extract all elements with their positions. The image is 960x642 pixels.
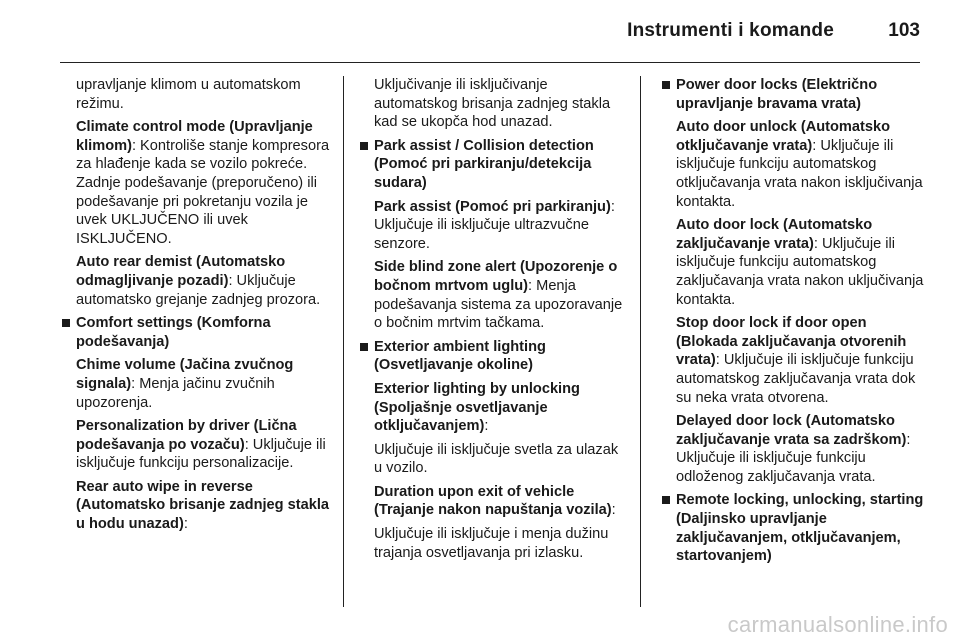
locks-heading: Power door locks (Električno upravljanje bravama vrata) [676,77,878,112]
climate-text: : Kontroliše stanje kompresora za hlađenje kada se vozilo pokreće. Zadnje podešavanje (preporučeno) ili podešavanje pri pokretanju vozila je uvek UKLJUČENO ili uvek ISKLJUČENO. [76,137,330,247]
ambient-heading: Exterior ambient lighting (Osvetljavanje okoline) [374,338,546,374]
comfort-heading: Comfort settings (Komforna podešavanja) [76,315,271,350]
stop-entry [660,314,928,407]
delayed-entry [660,412,928,486]
demist-title: Auto rear demist (Automatsko odmagljivanje pozadi) [76,254,286,289]
exit-colon: : [611,502,616,519]
ext-colon: : [484,418,489,435]
demist-text: : Uključuje automatsko grejanje zadnjeg prozora. [76,272,321,308]
remote-section [660,491,928,565]
blind-text: : Menja podešavanja sistema za upozoravanje o bočnim mrtvim tačkama. [374,277,623,332]
bullet-icon [360,142,368,150]
chime-text: : Menja jačinu zvučnih upozorenja. [76,375,275,411]
unlock-entry [660,118,928,211]
column-2 [358,76,630,567]
bullet-icon [62,319,70,327]
exit-text: Uključuje ili isključuje i menja dužinu trajanja osvetljavanja pri izlasku. [374,526,609,561]
chime-title: Chime volume (Jačina zvučnog signala) [76,357,294,392]
demist-entry [60,253,332,309]
comfort-section [60,314,332,351]
bullet-icon [662,81,670,89]
stop-text: : Uključuje ili isključuje funkciju automatskog zaključavanja vrata dok su neka vrata otvorena. [676,352,916,406]
page-title: Instrumenti i komande [627,20,834,41]
park-heading: Park assist / Collision detection (Pomoć pri parkiranju/detekcija sudara) [374,137,594,191]
ambient-section [358,338,630,375]
ext-text: Uključuje ili isključuje svetla za ulazak u vozilo. [374,441,619,477]
chime-entry [60,356,332,412]
ext-title: Exterior lighting by unlocking (Spoljašnje osvetljavanje otključavanjem) [374,380,580,435]
exit-entry [358,483,630,520]
personal-text: : Uključuje ili isključuje funkciju personalizacije. [76,436,326,472]
wipe-text: : [183,516,188,533]
ext-entry [358,380,630,436]
climate-title: Climate control mode (Upravljanje klimom) [76,119,313,154]
wipe-title: Rear auto wipe in reverse (Automatsko brisanje zadnjeg stakla u hodu unazad) [76,478,330,533]
lock-text: : Uključuje ili isključuje funkciju automatskog zaključavanja vrata nakon uključivanja kontakta. [676,235,924,308]
locks-section [660,76,928,113]
personal-title: Personalization by driver (Lična podešavanja po vozaču) [76,418,297,453]
blind-title: Side blind zone alert (Upozorenje o bočnom mrtvom uglu) [374,259,618,294]
park-text: : Uključuje ili isključuje ultrazvučne senzore. [374,198,615,252]
climate-entry [60,118,332,248]
lock-title: Auto door lock (Automatsko zaključavanje vrata) [676,217,873,252]
remote-heading: Remote locking, unlocking, starting (Daljinsko upravljanje zaključavanjem, otključavanjem, startovanjem) [676,492,924,565]
exit-title: Duration upon exit of vehicle (Trajanje nakon napuštanja vozila) [374,483,612,519]
wipe-entry [60,478,332,534]
unlock-text: : Uključuje ili isključuje funkciju automatskog otključavanja vrata nakon isključivanja kontakta. [676,137,923,210]
lock-entry [660,216,928,309]
intro-text: upravljanje klimom u automatskom režimu. [76,77,301,112]
stop-title: Stop door lock if door open (Blokada zaključavanja otvorenih vrata) [676,315,907,369]
unlock-title: Auto door unlock (Automatsko otključavanje vrata) [676,119,891,154]
bullet-icon [360,343,368,351]
delayed-title: Delayed door lock (Automatsko zaključavanje vrata sa zadrškom) [676,413,907,448]
blind-entry [358,258,630,332]
delayed-text: : Uključuje ili isključuje funkciju odloženog zaključavanja vrata. [676,431,911,485]
page-number: 103 [888,20,920,41]
column-1 [60,76,332,539]
column-divider-1 [343,76,344,607]
column-divider-2 [640,76,641,607]
park-entry [358,198,630,254]
bullet-icon [662,496,670,504]
header-divider [60,62,920,63]
park-section [358,137,630,193]
column-3 [660,76,928,571]
park-title: Park assist (Pomoć pri parkiranju) [374,198,611,215]
wipe-continued: Uključivanje ili isključivanje automatskog brisanja zadnjeg stakla kad se ukopča hod unazad. [374,77,611,131]
watermark: carmanualsonline.info [727,612,948,637]
personal-entry [60,417,332,473]
page-header [60,0,920,56]
